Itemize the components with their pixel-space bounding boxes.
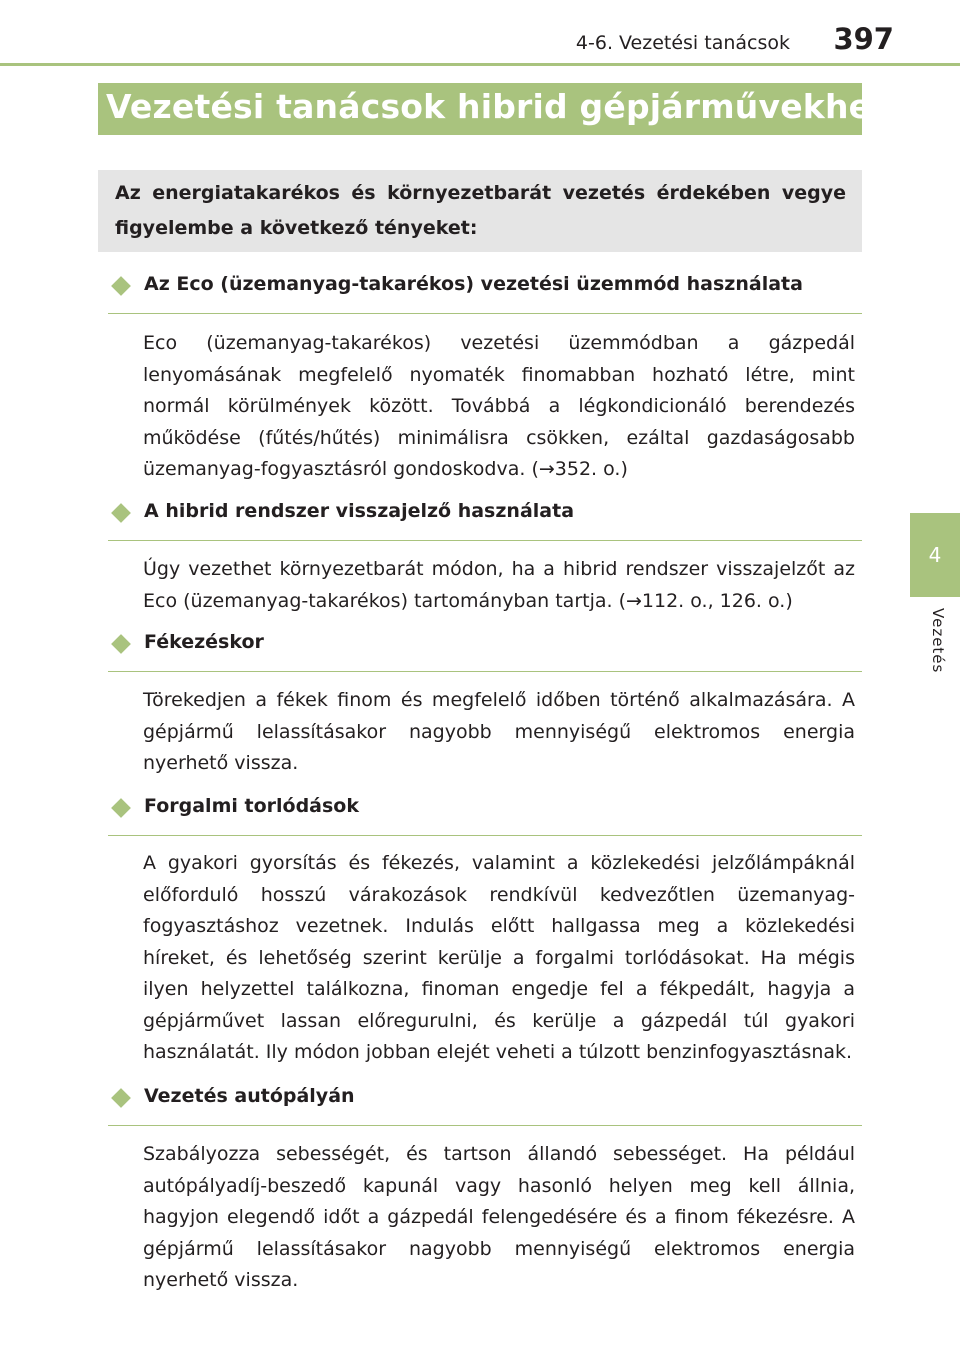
diamond-bullet-icon [111,634,131,654]
section-title: A hibrid rendszer visszajelző használata [144,500,575,522]
section-heading-traffic [108,795,862,836]
diamond-bullet-icon [111,503,131,523]
chapter-tab[interactable] [910,513,960,597]
title-banner [98,83,891,135]
diamond-bullet-icon [111,798,131,818]
section-heading-hybrid-indicator [108,500,862,541]
section-title: Fékezéskor [144,631,264,653]
section-heading-eco [108,273,862,314]
page-number: 397 [833,22,894,56]
section-heading-highway [108,1085,862,1126]
section-body-traffic: A gyakori gyorsítás és fékezés, valamint a közlekedési jelzőlámpáknál előforduló hosszú várakozások rendkívül kedvezőtlen üzemanyag-fogyasztáshoz vezetnek. Indulás előtt hallgassa meg a közlekedési híreket, és lehetőség szerint kerülje a forgalmi torlódásokat. Ha mégis ilyen helyzettel találkozna, finoman engedje fel a fékpedált, hagyja a gépjárművet lassan előregurulni, és kerülje a gázpedál túl gyakori használatát. Ily módon jobban elejét veheti a túlzott benzinfogyasztásnak. [143,852,855,1063]
page-title: Vezetési tanácsok hibrid gépjárművekhez [106,87,891,126]
section-body-braking: Törekedjen a fékek finom és megfelelő időben történő alkalmazására. A gépjármű lelassításakor nagyobb mennyiségű elektromos energia nyerhető vissza. [143,689,855,774]
section-title: Forgalmi torlódások [144,795,359,817]
chapter-number: 4 [928,543,942,567]
diamond-bullet-icon [111,1088,131,1108]
section-body-hybrid-indicator: Úgy vezethet környezetbarát módon, ha a hibrid rendszer visszajelzőt az Eco (üzemanyag-takarékos) tartományban tartja. (→112. o., 126. o.) [143,558,855,612]
chapter-label: Vezetés [929,608,947,674]
section-title: Vezetés autópályán [144,1085,355,1107]
header-section-title: 4-6. Vezetési tanácsok [575,32,790,54]
header-rule [0,63,960,66]
section-title: Az Eco (üzemanyag-takarékos) vezetési üzemmód használata [144,273,803,295]
section-body-eco: Eco (üzemanyag-takarékos) vezetési üzemmódban a gázpedál lenyomásának megfelelő nyomaték finomabban hozható létre, mint normál körülmények között. Továbbá a légkondicionáló berendezés működése (fűtés/hűtés) minimálisra csökken, ezáltal gazdaságosabb üzemanyag-fogyasztásról gondoskodva. (→352. o.) [143,332,855,480]
section-body-highway: Szabályozza sebességét, és tartson állandó sebességet. Ha például autópályadíj-beszedő kapunál vagy hasonló helyen meg kell állnia, hagyjon elegendő időt a gázpedál felengedésére és a finom fékezésre. A gépjármű lelassításakor nagyobb mennyiségű elektromos energia nyerhető vissza. [143,1143,855,1291]
intro-text: Az energiatakarékos és környezetbarát vezetés érdekében vegye figyelembe a következő tényeket: [115,182,846,239]
diamond-bullet-icon [111,276,131,296]
section-heading-braking [108,631,862,672]
intro-box [98,170,862,252]
